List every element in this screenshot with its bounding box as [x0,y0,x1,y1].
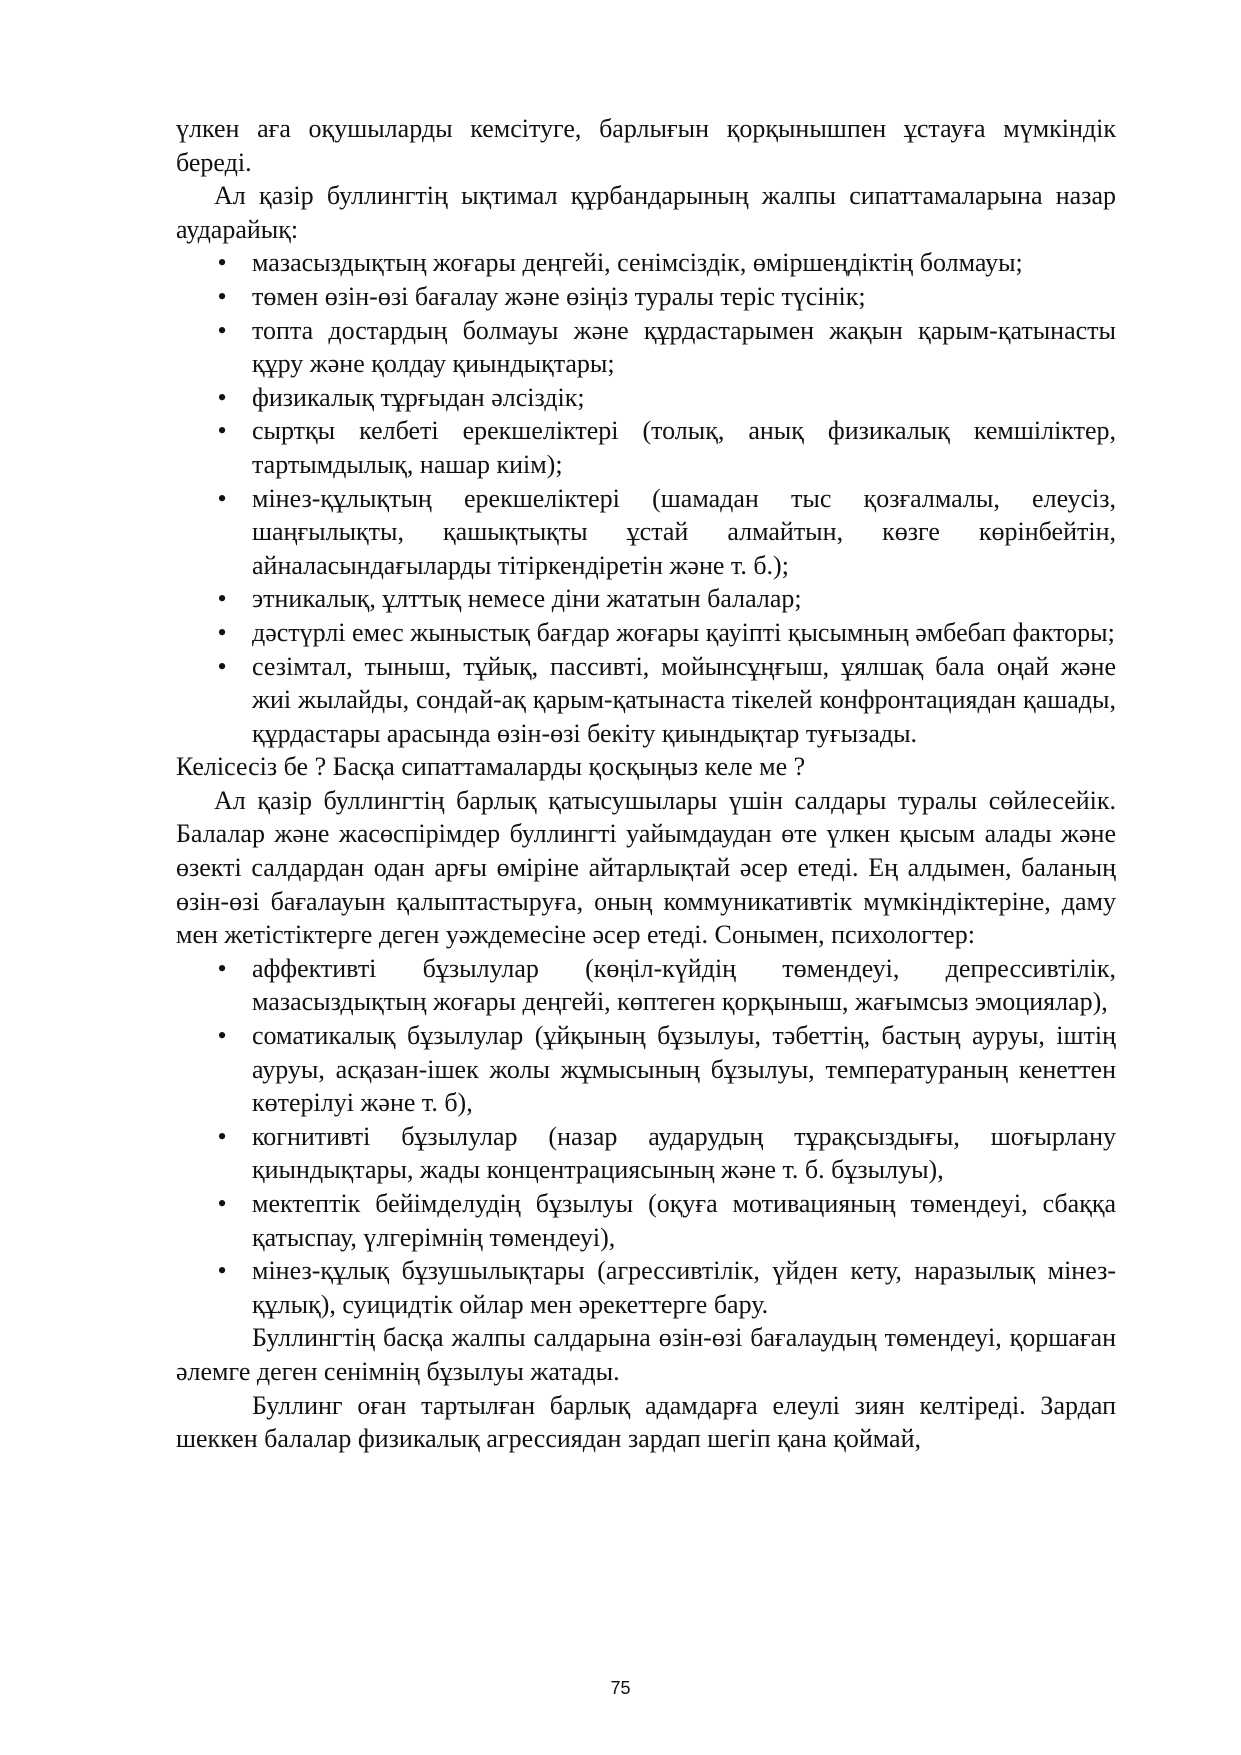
list-item [217,952,1116,1019]
bullet-icon: • [217,953,227,983]
bullet-icon: • [217,651,227,681]
consequences-list [176,952,1116,1322]
list-item-text: соматикалық бұзылулар (ұйқының бұзылуы, тәбеттің, бастың ауруы, іштің ауруы, асқазан-ішек жолы жұмысының бұзылуы, температураның кенеттен көтерілуі және т. б), [252,1021,1116,1118]
list-item-text: топта достардың болмауы және құрдастарымен жақын қарым-қатынасты құру және қолдау қиындықтары; [252,315,1116,379]
list-item [217,1254,1116,1321]
list-item-text: мінез-құлықтың ерекшеліктері (шамадан тыс қозғалмалы, елеусіз, шаңғылықты, қашықтықты ұстай алмайтын, көзге көрінбейтін, айналасындағыларды тітіркендіретін және т. б.); [252,483,1116,580]
bullet-icon: • [217,1189,227,1218]
list-item-text: дәстүрлі емес жыныстық бағдар жоғары қауіпті қысымның әмбебап факторы; [252,617,1115,647]
list-item [217,314,1116,381]
list-item [217,582,1116,616]
bullet-icon: • [217,1121,227,1151]
list-item [217,414,1116,481]
list-item-text: сезімтал, тыныш, тұйық, пассивті, мойынсұңғыш, ұялшақ бала оңай және жиі жылайды, сондай-ақ қарым-қатынаста тікелей конфронтациядан қашады, құрдастары арасында өзін-өзі бекіту қиындықтар туғызады. [252,651,1116,748]
list-item [217,616,1116,650]
bullet-icon: • [217,1021,227,1051]
page-number: 75 [610,1678,631,1698]
question-line: Келісесіз бе ? Басқа сипаттамаларды қосқыңыз келе ме ? [176,752,806,782]
list-item-text: төмен өзін-өзі бағалау және өзіңіз туралы теріс түсінік; [252,281,866,311]
list-item [217,482,1116,583]
bullet-icon: • [217,617,227,647]
list-item [217,1120,1116,1187]
list-item-text: когнитивті бұзылулар (назар аударудың тұрақсыздығы, шоғырлану қиындықтары, жады концентрациясының және т. б. бұзылуы), [252,1121,1116,1185]
bullet-icon: • [217,1256,227,1286]
list-item-text: аффективті бұзылулар (көңіл-күйдің төмендеуі, депрессивтілік, мазасыздықтың жоғары деңгейі, көптеген қорқыныш, жағымсыз эмоциялар), [252,953,1116,1017]
paragraph-victims-intro: Ал қазір буллингтің ықтимал құрбандарының жалпы сипаттамаларына назар аударайық: [176,181,1116,244]
bullet-icon: • [217,416,227,446]
list-item-text: мінез-құлық бұзушылықтары (агрессивтілік, үйден кету, наразылық мінез-құлық), суицидтік ойлар мен әрекеттерге бару. [252,1256,1116,1319]
paragraph-general-consequences: Буллингтің басқа жалпы салдарына өзін-өзі бағалаудың төмендеуі, қоршаған әлемге деген сенімнің бұзылуы жатады. [176,1323,1116,1386]
list-item [217,381,1116,415]
list-item-text: мектептік бейімделудің бұзылуы (оқуға мотивацияның төмендеуі, сбаққа қатыспау, үлгерімнің төмендеуі), [252,1189,1116,1252]
list-item [217,246,1116,280]
bullet-icon: • [217,281,227,311]
paragraph-harm: Буллинг оған тартылған барлық адамдарға елеулі зиян келтіреді. Зардап шеккен балалар физикалық агрессиядан зардап шегіп қана қоймай, [176,1390,1116,1454]
bullet-icon: • [217,248,227,278]
victims-characteristics-list [176,246,1116,750]
list-item [217,1187,1116,1254]
list-item [217,1019,1116,1120]
page-body [176,112,1116,1456]
list-item-text: этникалық, ұлттық немесе діни жататын балалар; [252,584,802,614]
paragraph-continuation: үлкен ағa оқушыларды кемсітуге, барлығын қорқынышпен ұстауға мүмкіндік береді. [176,114,1116,177]
list-item [217,280,1116,314]
list-item [217,650,1116,751]
bullet-icon: • [217,483,227,513]
bullet-icon: • [217,584,227,614]
list-item-text: сыртқы келбеті ерекшеліктері (толық, анық физикалық кемшіліктер, тартымдылық, нашар киім); [252,416,1116,479]
bullet-icon: • [217,315,227,345]
bullet-icon: • [217,382,227,412]
list-item-text: мазасыздықтың жоғары деңгейі, сенімсіздік, өміршеңдіктің болмауы; [252,248,1023,278]
paragraph-consequences-intro: Ал қазір буллингтің барлық қатысушылары үшін салдары туралы сөйлесейік. Балалар және жасөспірімдер буллингті уайымдаудан өте үлкен қысым алады және өзекті салдардан одан арғы өміріне айтарлықтай әсер етеді. Ең алдымен, баланың өзін-өзі бағалауын қалыптастыруға, оның коммуникативтік мүмкіндіктеріне, даму мен жетістіктерге деген уәждемесіне әсер етеді. Сонымен, психологтер: [176,785,1116,950]
list-item-text: физикалық тұрғыдан әлсіздік; [252,382,585,412]
